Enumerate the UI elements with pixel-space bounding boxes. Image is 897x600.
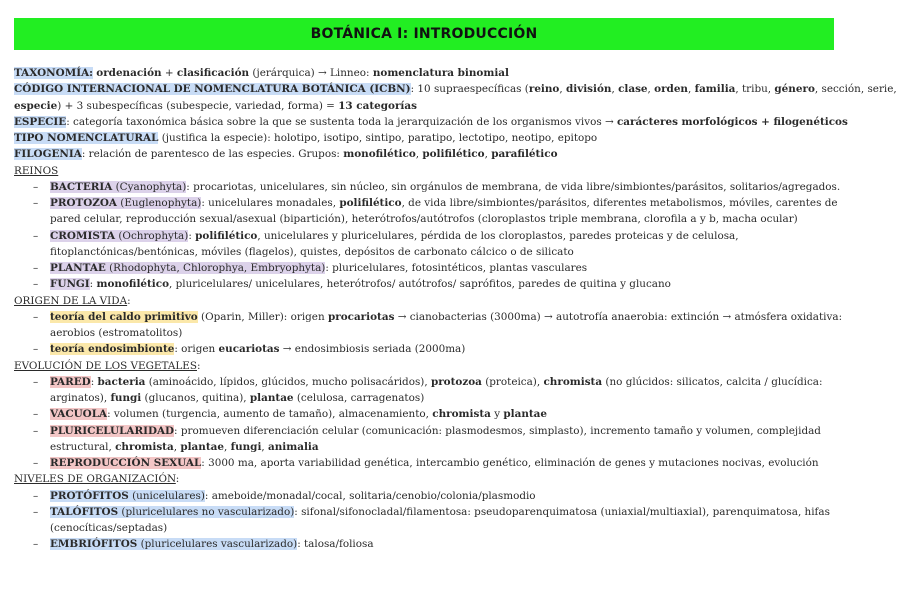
text: , de vida libre/simbiontes/parásitos, diferentes metabolismos, móviles, carentes de <box>401 197 838 209</box>
page-title: BOTÁNICA I: INTRODUCCIÓN <box>14 18 834 50</box>
keyword: polifilético <box>422 148 485 161</box>
keyword: procariotas <box>327 310 395 323</box>
text: y <box>490 408 504 421</box>
text: , <box>484 148 492 161</box>
text: , unicelulares y pluricelulares, pérdida de los cloroplastos, paredes proteicas y de celulosa, <box>257 229 739 242</box>
highlight <box>50 197 201 209</box>
text: arginatos), <box>50 392 111 404</box>
text: (aminoácido, lípidos, glúcidos, mucho polisacáridos), <box>145 375 431 388</box>
text: : categoría taxonómica básica sobre la que se sustenta toda la jerarquización de los organismos vivos → <box>66 115 617 128</box>
keyword: orden <box>654 83 688 96</box>
text: , <box>261 440 268 453</box>
text: : <box>188 229 196 242</box>
list-item-bacteria <box>14 179 841 195</box>
text: → cianobacterias (3000ma) → autotrofía anaerobia: extinción → atmósfera oxidativa: <box>394 310 843 323</box>
keyword: carácteres morfológicos + filogenéticos <box>616 115 848 128</box>
dash: – <box>33 197 39 209</box>
keyword: teoría endosimbionte <box>50 343 175 356</box>
highlight <box>50 262 325 274</box>
highlight <box>50 181 186 193</box>
text: (pluricelulares vascularizado) <box>137 538 298 551</box>
dash: – <box>33 408 39 421</box>
keyword: chromista <box>115 440 174 453</box>
keyword: género <box>774 83 815 96</box>
keyword: fungi <box>230 440 262 453</box>
text: : 10 supraespecíficas ( <box>410 83 529 96</box>
continuation: fitoplanctónicas/bentónicas, móviles (flagelos), quistes, depósitos de carbonato cálcico o de silicato <box>50 245 574 258</box>
highlight <box>50 506 294 518</box>
keyword: parafilético <box>491 148 558 161</box>
keyword: VACUOLA <box>50 408 108 421</box>
niveles-heading <box>14 471 838 487</box>
dash: – <box>33 457 39 469</box>
text: : <box>90 375 98 388</box>
dash: – <box>33 375 39 388</box>
keyword: plantae <box>503 408 548 421</box>
codigo-line-1 <box>14 81 897 97</box>
document-body <box>14 65 897 553</box>
text: : origen <box>174 343 219 356</box>
text: , tribu, <box>735 83 775 96</box>
keyword: REPRODUCCIÓN SEXUAL <box>50 457 202 469</box>
keyword: eucariotas <box>218 343 280 356</box>
text: (Euglenophyta) <box>116 197 202 209</box>
keyword: especie <box>14 99 58 112</box>
text: (unicelulares) <box>128 489 205 502</box>
text: (justifica la especie): holotipo, isotipo, sintipo, paratipo, lectotipo, neotipo, epitopo <box>158 132 598 144</box>
text: → endosimbiosis seriada (2000ma) <box>279 343 466 356</box>
text: : unicelulares monadales, <box>201 197 340 209</box>
text: : 3000 ma, aporta variabilidad genética, intercambio genético, eliminación de genes y mutaciones nocivas, evolución <box>201 457 819 469</box>
reinos-heading: REINOS <box>14 164 59 177</box>
keyword: clase <box>618 83 648 96</box>
continuation: (cenocíticas/septadas) <box>50 522 168 534</box>
keyword: CROMISTA <box>50 229 116 242</box>
text: (Ochrophyta) <box>115 229 189 242</box>
text: (pluricelulares no vascularizado) <box>118 505 295 518</box>
text: : volumen (turgencia, aumento de tamaño), almacenamiento, <box>107 408 433 421</box>
dash: – <box>33 505 39 518</box>
list-item-plantae <box>14 260 838 276</box>
codigo-line-2 <box>14 98 838 114</box>
keyword: fungi <box>110 392 142 404</box>
list-item-pluricelularidad <box>14 423 838 456</box>
keyword: BACTERIA <box>50 180 113 193</box>
text: : pluricelulares, fotosintéticos, plantas vasculares <box>325 262 588 274</box>
text: , <box>688 83 695 96</box>
especie-line <box>14 114 848 130</box>
text: (proteica), <box>481 375 544 388</box>
dash: – <box>33 229 39 242</box>
text: , pluricelulares/ unicelulares, heterótrofos/ autótrofos/ saprófitos, paredes de quitina y glucano <box>169 278 671 291</box>
keyword: 13 categorías <box>338 99 417 112</box>
dash: – <box>33 489 39 502</box>
tipo-term: TIPO NOMENCLATURAL <box>14 132 159 144</box>
text: , <box>173 440 181 453</box>
heading-text: NIVELES DE ORGANIZACIÓN <box>14 473 176 486</box>
keyword: monofilético <box>343 148 416 161</box>
continuation: aerobios (estromatolitos) <box>50 327 183 339</box>
list-item-fungi <box>14 276 838 292</box>
text: (no glúcidos: silicatos, calcita / glucídica: <box>602 375 823 388</box>
text: (jerárquica) → Linneo: <box>249 67 373 79</box>
dash: – <box>33 538 39 551</box>
text: : promueven diferenciación celular (comunicación: plasmodesmos, simplasto), incremento tamaño y volumen, complejidad <box>174 424 821 437</box>
keyword: familia <box>694 83 736 96</box>
keyword: PLURICELULARIDAD <box>50 424 175 437</box>
colon: : <box>175 473 180 486</box>
origen-heading <box>14 293 838 309</box>
dash: – <box>33 262 39 274</box>
text: ) + 3 subespecíficas (subespecie, variedad, forma) = <box>57 99 339 112</box>
text: : ameboide/monadal/cocal, solitaria/cenobio/colonia/plasmodio <box>204 489 536 502</box>
colon: : <box>196 359 201 372</box>
text: : relación de parentesco de las especies. Grupos: <box>81 148 344 161</box>
keyword: bacteria <box>97 375 146 388</box>
keyword: teoría del caldo primitivo <box>50 310 198 323</box>
dash: – <box>33 278 39 291</box>
list-item-protofitos <box>14 488 838 504</box>
text: , <box>415 148 423 161</box>
keyword: reino <box>528 83 560 96</box>
keyword: plantae <box>180 440 224 453</box>
keyword: animalia <box>268 440 319 453</box>
keyword: chromista <box>543 375 603 388</box>
continuation: pared celular, reproducción sexual/asexual (bipartición), heterótrofos/autótrofos (cloroplastos triple membrana, clorofila a y b, macha ocular) <box>50 213 798 226</box>
list-item-protozoa <box>14 195 838 228</box>
keyword: polifilético <box>195 229 258 242</box>
text: : sifonal/sifonocladal/filamentosa: pseudoparenquimatosa (uniaxial/multiaxial), parenquimatosa, hifas <box>294 505 830 518</box>
keyword: PROTOZOA <box>50 197 117 209</box>
list-item-embriofitos <box>14 536 838 552</box>
text: , <box>559 83 566 96</box>
list-item-talofitos <box>14 504 838 537</box>
keyword: chromista <box>432 408 491 421</box>
dash: – <box>33 310 39 323</box>
taxonomia-term: TAXONOMÍA: <box>14 67 93 79</box>
heading-text: ORIGEN DE LA VIDA <box>14 294 128 307</box>
list-item-caldo <box>14 309 843 342</box>
keyword: polifilético <box>339 197 402 209</box>
dash: – <box>33 180 39 193</box>
list-item-vacuola <box>14 406 838 422</box>
text: (Cyanophyta) <box>112 180 187 193</box>
text: (Oparin, Miller): origen <box>197 310 328 323</box>
list-item-endosimbionte <box>14 341 838 357</box>
list-item-reproduccion <box>14 455 838 471</box>
text: : <box>89 278 97 291</box>
text: : talosa/foliosa <box>297 538 374 551</box>
dash: – <box>33 343 39 356</box>
keyword: división <box>565 83 612 96</box>
especie-term: ESPECIE <box>14 115 67 128</box>
text: estructural, <box>50 440 116 453</box>
filogenia-term: FILOGENIA <box>14 148 82 161</box>
text: , <box>611 83 619 96</box>
keyword: clasificación <box>176 67 250 79</box>
keyword: PROTÓFITOS <box>50 489 129 502</box>
evolucion-heading <box>14 358 838 374</box>
text: , <box>223 440 231 453</box>
highlight <box>50 230 188 242</box>
codigo-term: CÓDIGO INTERNACIONAL DE NOMENCLATURA BOTÁNICA (ICBN) <box>14 83 411 96</box>
keyword: nomenclatura binomial <box>372 67 509 79</box>
text: (Rhodophyta, Chlorophya, Embryophyta) <box>105 262 326 274</box>
text: + <box>161 67 177 79</box>
text: , <box>647 83 655 96</box>
text: (glucanos, quitina), <box>141 392 250 404</box>
keyword: monofilético <box>96 278 170 291</box>
taxonomia-line <box>14 65 838 81</box>
tipo-line <box>14 130 838 146</box>
filogenia-line <box>14 146 838 162</box>
keyword: TALÓFITOS <box>50 505 119 518</box>
keyword: plantae <box>249 392 294 404</box>
keyword: PLANTAE <box>50 262 106 274</box>
highlight <box>50 538 297 550</box>
keyword: protozoa <box>430 375 482 388</box>
highlight <box>50 490 205 502</box>
text: (celulosa, carragenatos) <box>293 392 425 404</box>
list-item-cromista <box>14 228 838 261</box>
text: : procariotas, unicelulares, sin núcleo, sin orgánulos de membrana, de vida libre/simbiontes/parásitos, solitarios/agregados. <box>186 180 841 193</box>
colon: : <box>127 294 131 307</box>
text: , sección, serie, <box>814 83 897 96</box>
keyword: ordenación <box>96 67 162 79</box>
keyword: FUNGI <box>50 278 90 291</box>
list-item-pared <box>14 374 838 407</box>
keyword: EMBRIÓFITOS <box>50 538 138 551</box>
dash: – <box>33 424 39 437</box>
keyword: PARED <box>50 375 91 388</box>
heading-text: EVOLUCIÓN DE LOS VEGETALES <box>14 359 197 372</box>
